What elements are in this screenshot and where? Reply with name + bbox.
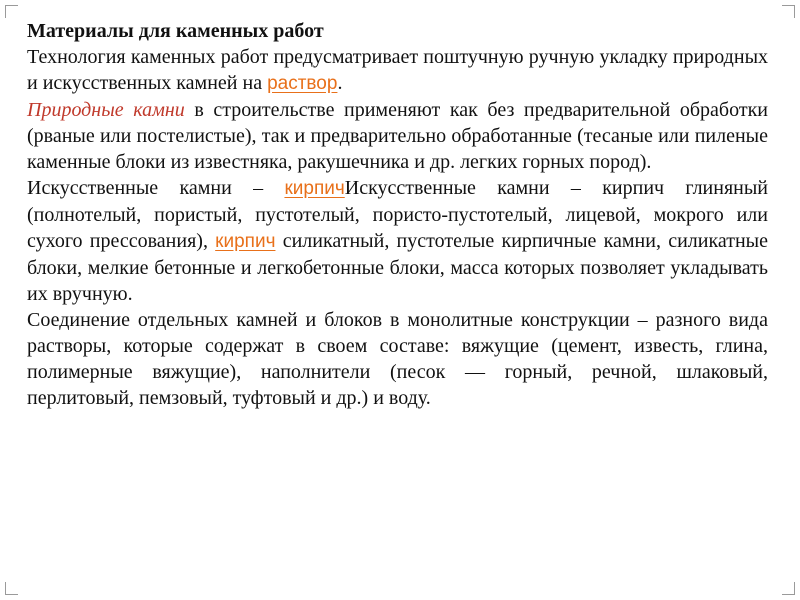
- paragraph-lead: Искусственные камни –: [27, 177, 285, 199]
- paragraph-artificial-stones: [27, 175, 768, 307]
- link-mortar[interactable]: раствор: [267, 73, 338, 94]
- slide-title: Материалы для каменных работ: [27, 20, 324, 42]
- paragraph-mortars: Соединение отдельных камней и блоков в монолитные конструкции – разного вида растворы, которые содержат в своем составе: вяжущие (цемент, известь, глина, полимерные вяжущие), наполнители (песок — горный, речной, шлаковый, перлитовый, пемзовый, туфтовый и др.) и воду.: [27, 309, 768, 409]
- link-brick-1[interactable]: кирпич: [284, 178, 345, 199]
- highlight-natural-stones: Природные камни: [27, 99, 185, 121]
- link-brick-2[interactable]: кирпич: [215, 231, 276, 252]
- corner-mark-bottom-left: [5, 582, 18, 595]
- paragraph-text: силикатный, пустотелые кирпичные камни, силикатные блоки, мелкие бетонные и легкобетонные блоки, масса которых позволяет укладывать их вручную.: [27, 230, 768, 305]
- corner-mark-bottom-right: [782, 582, 795, 595]
- corner-mark-top-left: [5, 5, 18, 18]
- paragraph-technology: [27, 44, 768, 97]
- paragraph-natural-stones: [27, 97, 768, 175]
- corner-mark-top-right: [782, 5, 795, 18]
- paragraph-text: Искусственные камни – кирпич глиняный (полнотелый, пористый, пустотелый, пористо-пустотелый, лицевой, мокрого или сухого прессования),: [27, 177, 769, 252]
- paragraph-text: в строительстве применяют как без предварительной обработки (рваные или постелистые), так и предварительно обработанные (тесаные или пиленые каменные блоки из известняка, ракушечника и др. легких горных пород).: [27, 99, 769, 173]
- slide-content: [27, 18, 768, 411]
- paragraph-text: Технология каменных работ предусматривает поштучную ручную укладку природных и искусственных камней на: [27, 46, 768, 94]
- paragraph-tail: .: [337, 72, 343, 94]
